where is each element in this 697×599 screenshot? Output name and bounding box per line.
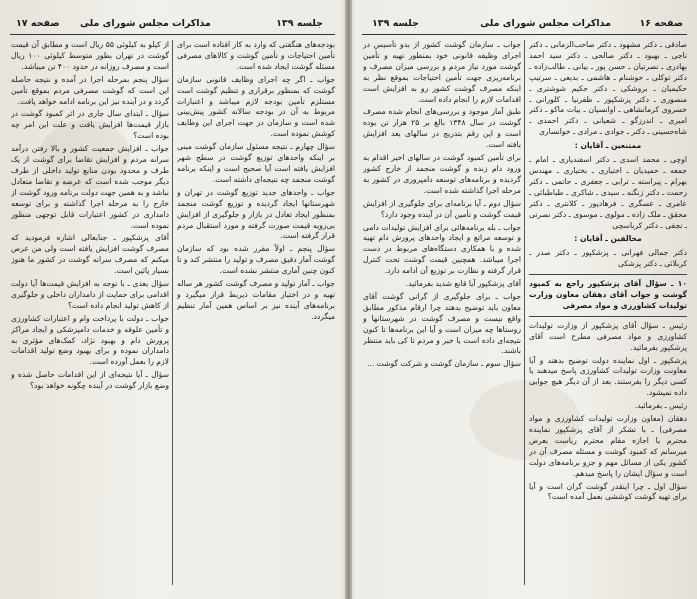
session-label: جلسه ۱۳۹ [372,18,419,29]
paragraph: جواب ـ بله برنامه‌هائی برای افزایش تولیدات دامی و توسعه مراتع و ایجاد واحدهای پرورش دام تهیه شده و با همکاری دستگاه‌های مربوط در دست اجرا میباشد. همچنین قیمت گوشت تحت کنترل قرار گرفته و نظارت بر توزیع آن ادامه دارد. [363,222,521,276]
agenda-item-heading: ۱۰ ـ سؤال آقای پزشکپور راجع به کمبود گوشت و جواب آقای دهقان معاون وزارت تولیدات کشاورزی و مواد مصرفی [529,279,687,310]
paragraph: جواب ـ اگر چه اجرای وظایف قانونی سازمان گوشت که بمنظور برقراری و تنظیم گوشت است مستلزم تأمین بودجه لازم میباشد و اعتبارات مربوط به آن در بودجه سالانه کشور پیش‌بینی شده است و سازمان در جهت اجرای این وظایف کوشش نموده است. [177,74,335,139]
paragraph: آقای پزشکپور آیا قانع شدید بفرمائید. [405,279,521,289]
paragraph: سؤال ـ آیا نتیجه‌ای از این اقدامات حاصل شده و وضع بازار گوشت در آینده چگونه خواهد بود؟ [11,370,169,391]
paragraph: از کیلو به کیلوئی ۵۵ ریال است و مطابق آن قیمت گوشت در تهران بطور متوسط کیلوئی ۱۰۰ ریال است و مصرف روزانه در حدود ۴۰۰ تن میباشد. [11,40,169,71]
column-divider [524,40,525,585]
paragraph: جواب ـ برای جلوگیری از گرانی گوشت آقای معاون باید توضیح بدهند چرا ارقام مذکور مطابق واقع نیست و مصرف گوشت در شهرستانها و روستاها چه میزان است و آیا این برنامه‌ها تا کنون نتیجه‌ای داده است یا خیر و مردم تا کی باید منتظر باشند. [363,291,521,356]
paragraph: جواب ـ آمار تولید و مصرف گوشت کشور هر ساله تهیه و در اختیار مقامات ذیربط قرار میگیرد و برنامه‌های آینده نیز بر اساس همین آمار تنظیم میگردد. [177,279,335,321]
paragraph: جواب ـ سازمان گوشت کشور از بدو تأسیس در اجرای وظیفه قانونی خود بمنظور تهیه و تأمین گوشت مورد نیاز مردم و بررسی میزان مصرف و برنامه‌ریزی جهت تأمین احتیاجات بموقع نظر به اینکه مصرف گوشت کشور رو به افزایش است اقدامات لازم را انجام داده است. [363,40,521,104]
section-rule [529,274,687,275]
paragraph: دهقان (معاون وزارت تولیدات کشاورزی و مواد مصرفی) ـ با تشکر از آقای پزشکپور نماینده محترم با اجازه مقام محترم ریاست بعرض میرسانم که کمبود گوشت و مسئله مصرف آن در کشور یکی از مسائل مهم و جزو برنامه‌های دولت است و سؤال ایشان را پاسخ میدهم. [529,414,687,478]
section-subheading: مخالفین ـ آقایان : [574,234,642,244]
right-page [352,0,697,599]
text-column-right [529,40,687,585]
paragraph: سؤال اول ـ چرا اینقدر گوشت گران است و آیا برای تهیه گوشت کوششی بعمل آمده است؟ [529,481,687,502]
session-label: جلسه ۱۳۹ [276,18,323,29]
paragraph: سؤال سوم ـ سازمان گوشت و شرکت گوشت ... [367,359,521,369]
text-column-right [177,40,335,585]
paragraph: اوچی ـ محمد اسدی ـ دکتر اسفندیاری ـ امام ـ جمعه ـ حمیدیان ـ اختیاری ـ بختیاری ـ مهندس بهرام ـ پیراسته ـ ترابی ـ جعفری ـ حاتمی ـ دکتر رحمت ـ دکتر زنگنه ـ سیدی ـ شاکری ـ طباطبائی ـ عامری ـ عسگری ـ فرهادپور ـ کلانتری ـ دکتر محقق ـ ملک زاده ـ مولوی ـ موسوی ـ دکتر نصرتی ـ نجفی ـ دکتر کرباسچی [529,155,687,230]
paragraph: جواب ـ دولت با پرداخت وام و اعتبارات کشاورزی و تأمین علوفه و خدمات دامپزشکی و ایجاد مراکز پرورش دام و بهبود نژاد، کمک‌های مؤثری به دامداران نموده و برای بهبود وضع تولید اقدامات لازم را بعمل آورده است. [11,313,169,367]
paragraph: پزشکپور ـ اول نماینده دولت توضیح بدهند و آیا معاونت وزارت تولیدات کشاورزی پاسخ میدهند یا کسی دیگر را بفرستند. بعد از آن دیگر هیچ جوابی داده نمیشود. [529,355,687,398]
paragraph: سؤال ـ ابتدای سال جاری در اثر کمبود گوشت در بازار قیمت‌ها افزایش یافت و علت این امر چه بوده است؟ [11,109,169,141]
paragraph: جواب ـ واحدهای جدید توزیع گوشت در تهران و شهرستانها ایجاد گردیده و توزیع گوشت منجمد بمنظور ایجاد تعادل در بازار و جلوگیری از افزایش بی‌رویه قیمت صورت گرفته و مورد استقبال مردم قرار گرفته است. [177,187,335,241]
section-subheading: ممتنعین ـ آقایان : [574,141,642,151]
paragraph: سؤال دوم ـ آیا برنامه‌ای برای جلوگیری از افزایش قیمت گوشت و تأمین آن در آینده وجود دارد؟ [363,198,521,219]
paragraph: رئیس ـ بفرمائید. [634,401,687,411]
column-divider [172,40,173,585]
paragraph: سؤال بعدی ـ با توجه به افزایش قیمت‌ها آیا دولت اقدامی برای حمایت از دامداران داخلی و جلوگیری از کاهش تولید انجام داده است؟ [11,279,169,310]
paragraph: سؤال پنجم ـ اولاً مقرر شده بود که سازمان گوشت آمار دقیق مصرف و تولید را منتشر کند و تا کنون چنین آماری منتشر نشده است. [177,244,335,276]
book-spine [345,0,352,599]
page-number: صفحه ۱۶ [639,18,683,29]
paragraph: دکتر جمالی فهرانی ـ پزشکپور ـ دکتر صدر ـ کربلائی ـ دکتر پزشکی [529,248,687,269]
journal-title: مذاکرات مجلس شورای ملی [480,18,611,29]
journal-title: مذاکرات مجلس شورای ملی [80,18,211,29]
text-column-left [11,40,169,585]
paragraph: سؤال چهارم ـ نتیجه مسئول سازمان گوشت مبنی بر اینکه واحدهای توزیع گوشت در سطح شهر افزایش یافته است آیا صحیح است و اینکه برنامه گوشت منجمد چه نتیجه‌ای داشته است. [177,142,335,184]
paragraph: سؤال پنجم بمرحله اجرا در آمده و نتیجه حاصله این است که گوشت مصرفی مردم بموقع تأمین گردد و در آینده نیز این برنامه ادامه خواهد یافت. [11,74,169,106]
page-header [10,14,335,35]
paragraph: طبق آمار موجود و بررسی‌های انجام شده مصرف گوشت در سال ۱۳۴۸ بالغ بر ۲۵ هزار تن بوده است و این رقم بتدریج در سالهای بعد افزایش یافته است. [363,107,521,150]
paragraph: جواب ـ افزایش جمعیت کشور و بالا رفتن درآمد سرانه مردم و افزایش تقاضا برای گوشت از یک طرف و محدود بودن منابع تولید داخلی از طرف دیگر موجب شده است که عرضه و تقاضا متعادل نباشد و به همین جهت دولت برنامه ورود گوشت از خارج را به مرحله اجرا گذاشته و برای توسعه دامداری در کشور اعتبارات قابل توجهی منظور نموده است. [11,144,169,230]
section-rule [529,316,687,317]
paragraph: صادقی ـ دکتر مشهود ـ دکتر صاحب‌الزمانی ـ دکتر ناجی ـ بهبود ـ دکتر صالحی ـ دکتر سید احمد بهادری ـ نصرتیان ـ حسن پور ـ بیانی ـ طالب‌زاده ـ دکتر توکلی ـ خوشنام ـ هاشمی ـ بدیعی ـ سرتیپ حکیمیان ـ بروشکی ـ دکتر حکیم شوشتری ـ منصوری ـ دکتر پزشکپور ـ ظفرنیا ـ کلورانی ـ خسروی کرمانشاهی ـ اوانسیان ـ بیات ماکو ـ دکتر امیری ـ اندرزگو ـ شعبانی ـ دکتر احمدی ـ شاه‌حسینی ـ دکتر ـ جوادی ـ مرادی ـ خوانساری [529,40,687,137]
left-page [0,0,345,599]
page-header [362,14,687,35]
text-column-left [363,40,521,585]
paragraph: بودجه‌های هنگفتی که وارد به کار افتاده است برای تأمین احتیاجات و تأمین گوشت و کالاهای مصرفی مسئله گوشت ایجاد شده است. [177,40,335,71]
paragraph: آقای پزشکپور ـ جنابعالی اشاره فرمودید که مصرف گوشت افزایش یافته است ولی من عرض میکنم که مصرف سرانه گوشت در کشور ما هنوز بسیار پائین است. [11,233,169,276]
page-number: صفحه ۱۷ [16,18,60,29]
paragraph: رئیس ـ سؤال آقای پزشکپور از وزارت تولیدات کشاورزی و مواد مصرفی مطرح است آقای پزشکپور بفرمائید. [529,320,687,352]
paragraph: برای تأمین کمبود گوشت در سالهای اخیر اقدام به ورود دام زنده و گوشت منجمد از خارج کشور گردیده و برنامه‌های توسعه دامپروری در کشور به مرحله اجرا گذاشته شده است. [363,153,521,195]
